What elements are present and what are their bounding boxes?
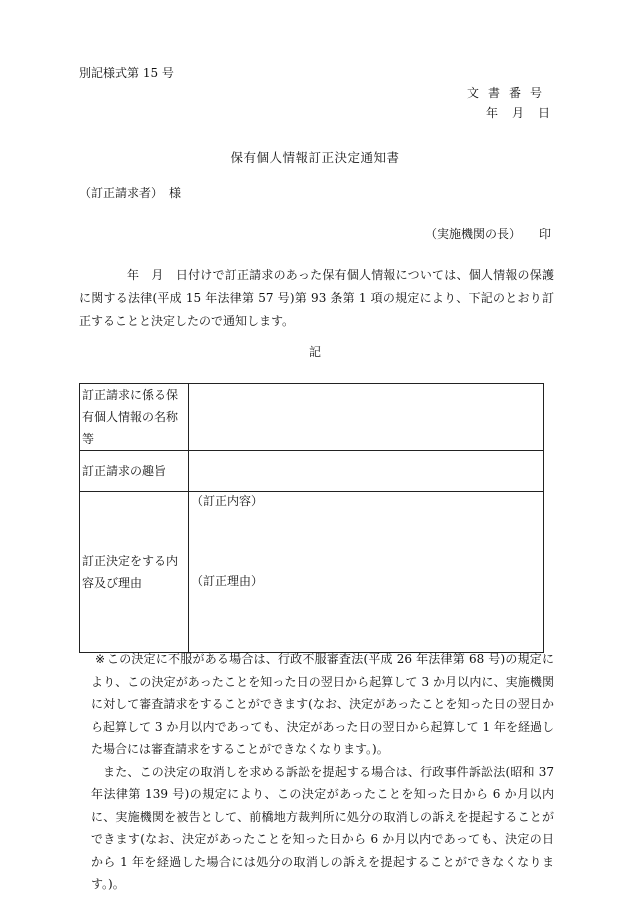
correction-content-label: （訂正内容） [191, 494, 264, 508]
issuer-seal: （実施機関の長） 印 [424, 227, 551, 241]
row-value-info-name [189, 384, 544, 451]
note-paragraph [79, 761, 554, 896]
note-text-2: また、この決定の取消しを求める訴訟を提起する場合は、行政事件訴訟法(昭和 37 年法律第 139 号)の規定により、この決定があったことを知った日から 6 か月以内に、実施機関を被告として、前橋地方裁判所に処分の取消しの訴えを提起することができます(なお、決定があったことを知った日から 6 か月以内であっても、決定の日から 1 年を経過した場合には処分の取消しの訴えを提起することができなくなります。)。 [91, 764, 554, 891]
table-row [80, 384, 544, 451]
note-paragraph [79, 648, 554, 761]
note-text-1: この決定に不服がある場合は、行政不服審査法(平成 26 年法律第 68 号)の規定により、この決定があったことを知った日の翌日から起算して 3 か月以内に、実施機関に対して審査請求をすることができます(なお、決定があったことを知った日の翌日から起算して 3 か月以内であっても、決定があった日の翌日から起算して 1 年を経過した場合には審査請求をすることができなくなります。)。 [91, 652, 554, 756]
table-row [80, 492, 544, 653]
body-paragraph: 年 月 日付けで訂正請求のあった保有個人情報については、個人情報の保護に関する法律(平成 15 年法律第 57 号)第 93 条第 1 項の規定により、下記のとおり訂正することと決定したので通知します。 [79, 268, 554, 328]
document-number: 文書番号 [466, 86, 551, 100]
row-value-purpose [189, 451, 544, 492]
addressee: （訂正請求者） 様 [79, 186, 182, 200]
row-label-info-name: 訂正請求に係る保有個人情報の名称等 [80, 384, 189, 451]
ki-heading: 記 [308, 345, 321, 359]
notes-section [79, 648, 554, 896]
document-date: 年 月 日 [485, 106, 551, 120]
decision-table [79, 383, 544, 653]
form-number: 別記様式第 15 号 [79, 66, 174, 80]
note-mark: ※ [95, 652, 106, 666]
row-label-decision: 訂正決定をする内容及び理由 [80, 492, 189, 653]
table-row [80, 451, 544, 492]
row-label-purpose: 訂正請求の趣旨 [80, 451, 189, 492]
row-value-decision [189, 492, 544, 653]
correction-reason-label: （訂正理由） [191, 574, 264, 588]
document-title: 保有個人情報訂正決定通知書 [230, 150, 400, 165]
